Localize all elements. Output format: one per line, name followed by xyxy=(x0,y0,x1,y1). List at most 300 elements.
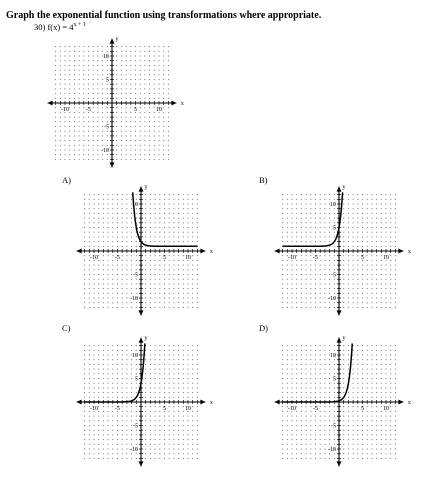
grid-dot xyxy=(150,449,151,450)
grid-dot xyxy=(376,232,377,233)
grid-dot xyxy=(310,274,311,275)
grid-dot xyxy=(320,298,321,299)
grid-dot xyxy=(362,274,363,275)
grid-dot xyxy=(159,208,160,209)
grid-dot xyxy=(102,79,103,80)
grid-dot xyxy=(386,227,387,228)
grid-dot xyxy=(192,288,193,289)
grid-dot xyxy=(386,204,387,205)
grid-dot xyxy=(376,274,377,275)
grid-dot xyxy=(188,269,189,270)
x-tick-label-5: 5 xyxy=(163,255,166,261)
grid-dot xyxy=(84,364,85,365)
grid-dot xyxy=(108,199,109,200)
grid-dot xyxy=(310,204,311,205)
grid-dot xyxy=(164,208,165,209)
grid-dot xyxy=(74,60,75,61)
grid-dot xyxy=(74,131,75,132)
grid-dot xyxy=(334,194,335,195)
grid-dot xyxy=(197,213,198,214)
grid-dot xyxy=(188,199,189,200)
grid-dot xyxy=(306,430,307,431)
grid-dot xyxy=(296,416,297,417)
grid-dot xyxy=(390,397,391,398)
grid-dot xyxy=(353,453,354,454)
grid-dot xyxy=(197,241,198,242)
grid-dot xyxy=(301,434,302,435)
grid-dot xyxy=(381,241,382,242)
grid-dot xyxy=(381,458,382,459)
grid-dot xyxy=(112,241,113,242)
grid-dot xyxy=(131,208,132,209)
grid-dot xyxy=(353,458,354,459)
grid-dot xyxy=(169,255,170,256)
grid-dot xyxy=(301,222,302,223)
grid-dot xyxy=(94,236,95,237)
grid-dot xyxy=(282,279,283,280)
grid-dot xyxy=(292,232,293,233)
grid-dot xyxy=(150,260,151,261)
choice-d-graph[interactable] xyxy=(274,335,411,467)
grid-dot xyxy=(145,373,146,374)
choice-a-graph[interactable] xyxy=(76,184,213,316)
grid-dot xyxy=(159,355,160,356)
grid-dot xyxy=(343,364,344,365)
function-curve xyxy=(133,192,198,246)
grid-dot xyxy=(60,98,61,99)
grid-dot xyxy=(353,208,354,209)
grid-dot xyxy=(324,350,325,351)
grid-dot xyxy=(371,307,372,308)
grid-dot xyxy=(386,449,387,450)
grid-dot xyxy=(97,56,98,57)
grid-dot xyxy=(183,265,184,266)
grid-dot xyxy=(173,453,174,454)
grid-dot xyxy=(376,283,377,284)
grid-dot xyxy=(292,345,293,346)
grid-dot xyxy=(376,255,377,256)
grid-dot xyxy=(287,458,288,459)
grid-dot xyxy=(74,117,75,118)
grid-dot xyxy=(107,88,108,89)
grid-dot xyxy=(183,406,184,407)
grid-dot xyxy=(183,416,184,417)
grid-dot xyxy=(197,383,198,384)
grid-dot xyxy=(329,199,330,200)
grid-dot xyxy=(155,434,156,435)
grid-dot xyxy=(164,265,165,266)
grid-dot xyxy=(168,74,169,75)
grid-dot xyxy=(292,449,293,450)
grid-dot xyxy=(315,444,316,445)
grid-dot xyxy=(371,283,372,284)
grid-dot xyxy=(348,293,349,294)
grid-dot xyxy=(126,74,127,75)
grid-dot xyxy=(159,74,160,75)
grid-dot xyxy=(320,350,321,351)
grid-dot xyxy=(287,345,288,346)
grid-dot xyxy=(122,283,123,284)
grid-dot xyxy=(178,218,179,219)
grid-dot xyxy=(159,387,160,388)
grid-dot xyxy=(362,425,363,426)
grid-dot xyxy=(131,279,132,280)
grid-dot xyxy=(145,430,146,431)
grid-dot xyxy=(159,222,160,223)
grid-dot xyxy=(301,265,302,266)
grid-dot xyxy=(310,222,311,223)
grid-dot xyxy=(79,140,80,141)
choice-c-graph[interactable] xyxy=(76,335,213,467)
grid-dot xyxy=(296,222,297,223)
grid-dot xyxy=(79,93,80,94)
grid-dot xyxy=(55,79,56,80)
grid-dot xyxy=(65,98,66,99)
grid-dot xyxy=(144,145,145,146)
grid-dot xyxy=(173,434,174,435)
grid-dot xyxy=(93,112,94,113)
grid-dot xyxy=(131,373,132,374)
grid-dot xyxy=(188,416,189,417)
grid-dot xyxy=(112,359,113,360)
grid-dot xyxy=(296,208,297,209)
grid-dot xyxy=(334,430,335,431)
grid-dot xyxy=(150,453,151,454)
x-tick-label-10: 10 xyxy=(156,107,162,113)
grid-dot xyxy=(343,232,344,233)
grid-dot xyxy=(103,218,104,219)
grid-dot xyxy=(173,213,174,214)
grid-dot xyxy=(79,150,80,151)
grid-dot xyxy=(306,425,307,426)
grid-dot xyxy=(197,255,198,256)
y-axis-arrow-down xyxy=(139,461,144,466)
grid-dot xyxy=(301,458,302,459)
grid-dot xyxy=(367,359,368,360)
grid-dot xyxy=(126,79,127,80)
grid-dot xyxy=(292,383,293,384)
grid-dot xyxy=(108,283,109,284)
grid-dot xyxy=(173,255,174,256)
grid-dot xyxy=(107,70,108,71)
grid-dot xyxy=(334,208,335,209)
grid-dot xyxy=(357,434,358,435)
grid-dot xyxy=(376,383,377,384)
grid-dot xyxy=(310,411,311,412)
grid-dot xyxy=(97,140,98,141)
grid-dot xyxy=(135,51,136,52)
grid-dot xyxy=(168,56,169,57)
grid-dot xyxy=(371,383,372,384)
grid-dot xyxy=(376,265,377,266)
grid-dot xyxy=(169,364,170,365)
grid-dot xyxy=(390,260,391,261)
grid-dot xyxy=(188,453,189,454)
grid-dot xyxy=(287,222,288,223)
grid-dot xyxy=(94,288,95,289)
grid-dot xyxy=(163,140,164,141)
grid-dot xyxy=(117,194,118,195)
grid-dot xyxy=(159,117,160,118)
grid-dot xyxy=(315,222,316,223)
grid-dot xyxy=(168,88,169,89)
grid-dot xyxy=(282,420,283,421)
grid-dot xyxy=(149,140,150,141)
x-axis-arrow-right xyxy=(171,101,176,106)
grid-dot xyxy=(89,241,90,242)
grid-dot xyxy=(381,406,382,407)
grid-dot xyxy=(357,439,358,440)
grid-dot xyxy=(306,345,307,346)
grid-dot xyxy=(112,302,113,303)
grid-dot xyxy=(287,232,288,233)
grid-dot xyxy=(159,439,160,440)
grid-dot xyxy=(164,236,165,237)
grid-dot xyxy=(159,46,160,47)
grid-dot xyxy=(93,121,94,122)
grid-dot xyxy=(343,430,344,431)
grid-dot xyxy=(183,298,184,299)
grid-dot xyxy=(130,154,131,155)
grid-dot xyxy=(102,112,103,113)
grid-dot xyxy=(197,293,198,294)
grid-dot xyxy=(103,383,104,384)
grid-dot xyxy=(173,416,174,417)
grid-dot xyxy=(112,420,113,421)
grid-dot xyxy=(107,46,108,47)
grid-dot xyxy=(282,199,283,200)
grid-dot xyxy=(287,302,288,303)
grid-dot xyxy=(315,350,316,351)
grid-dot xyxy=(117,265,118,266)
grid-dot xyxy=(390,416,391,417)
grid-dot xyxy=(178,269,179,270)
x-tick-label-neg5: -5 xyxy=(313,406,318,412)
grid-dot xyxy=(324,260,325,261)
x-tick-label-neg10: -10 xyxy=(90,255,98,261)
grid-dot xyxy=(150,218,151,219)
grid-dot xyxy=(362,218,363,219)
grid-dot xyxy=(310,227,311,228)
grid-dot xyxy=(150,359,151,360)
grid-dot xyxy=(386,392,387,393)
grid-dot xyxy=(164,293,165,294)
grid-dot xyxy=(188,387,189,388)
grid-dot xyxy=(126,364,127,365)
grid-dot xyxy=(83,150,84,151)
grid-dot xyxy=(150,369,151,370)
grid-dot xyxy=(197,449,198,450)
grid-dot xyxy=(159,135,160,136)
grid-dot xyxy=(353,416,354,417)
grid-dot xyxy=(140,60,141,61)
grid-dot xyxy=(292,458,293,459)
grid-dot xyxy=(287,307,288,308)
grid-dot xyxy=(282,449,283,450)
grid-dot xyxy=(395,378,396,379)
grid-dot xyxy=(102,117,103,118)
grid-dot xyxy=(320,383,321,384)
grid-dot xyxy=(168,112,169,113)
grid-dot xyxy=(145,241,146,242)
grid-dot xyxy=(282,194,283,195)
y-axis-arrow-down xyxy=(337,461,342,466)
grid-dot xyxy=(140,126,141,127)
grid-dot xyxy=(84,378,85,379)
choice-b-graph[interactable] xyxy=(274,184,411,316)
grid-dot xyxy=(362,373,363,374)
grid-dot xyxy=(84,302,85,303)
grid-dot xyxy=(324,213,325,214)
grid-dot xyxy=(117,364,118,365)
grid-dot xyxy=(103,444,104,445)
grid-dot xyxy=(169,350,170,351)
grid-dot xyxy=(381,260,382,261)
grid-dot xyxy=(343,416,344,417)
grid-dot xyxy=(145,420,146,421)
grid-dot xyxy=(306,274,307,275)
grid-dot xyxy=(155,373,156,374)
grid-dot xyxy=(371,420,372,421)
grid-dot xyxy=(188,350,189,351)
grid-dot xyxy=(367,425,368,426)
grid-dot xyxy=(69,140,70,141)
grid-dot xyxy=(287,236,288,237)
grid-dot xyxy=(107,93,108,94)
grid-dot xyxy=(145,406,146,407)
grid-dot xyxy=(159,93,160,94)
grid-dot xyxy=(348,397,349,398)
grid-dot xyxy=(381,369,382,370)
grid-dot xyxy=(84,392,85,393)
grid-dot xyxy=(362,458,363,459)
grid-dot xyxy=(159,232,160,233)
grid-dot xyxy=(122,269,123,270)
grid-dot xyxy=(357,293,358,294)
grid-dot xyxy=(126,383,127,384)
grid-dot xyxy=(315,364,316,365)
grid-dot xyxy=(353,369,354,370)
grid-dot xyxy=(94,373,95,374)
grid-dot xyxy=(136,406,137,407)
grid-dot xyxy=(97,65,98,66)
grid-dot xyxy=(144,98,145,99)
y-tick-label-5: 5 xyxy=(333,376,336,383)
grid-dot xyxy=(84,218,85,219)
grid-dot xyxy=(334,439,335,440)
grid-dot xyxy=(362,364,363,365)
grid-dot xyxy=(320,355,321,356)
grid-dot xyxy=(159,79,160,80)
grid-dot xyxy=(367,227,368,228)
grid-dot xyxy=(169,265,170,266)
grid-dot xyxy=(357,232,358,233)
grid-dot xyxy=(94,227,95,228)
grid-dot xyxy=(60,65,61,66)
grid-dot xyxy=(315,227,316,228)
grid-dot xyxy=(367,204,368,205)
grid-dot xyxy=(395,255,396,256)
grid-dot xyxy=(69,84,70,85)
grid-dot xyxy=(183,359,184,360)
grid-dot xyxy=(150,269,151,270)
grid-dot xyxy=(168,126,169,127)
grid-dot xyxy=(301,288,302,289)
grid-dot xyxy=(107,135,108,136)
grid-dot xyxy=(126,204,127,205)
grid-dot xyxy=(192,265,193,266)
grid-dot xyxy=(348,222,349,223)
grid-dot xyxy=(117,416,118,417)
grid-dot xyxy=(164,397,165,398)
grid-dot xyxy=(121,60,122,61)
grid-dot xyxy=(131,241,132,242)
grid-dot xyxy=(108,387,109,388)
grid-dot xyxy=(296,345,297,346)
grid-dot xyxy=(145,458,146,459)
grid-dot xyxy=(126,65,127,66)
grid-dot xyxy=(192,204,193,205)
grid-dot xyxy=(94,293,95,294)
grid-dot xyxy=(395,283,396,284)
grid-dot xyxy=(197,453,198,454)
grid-dot xyxy=(381,246,382,247)
grid-dot xyxy=(112,392,113,393)
grid-dot xyxy=(296,387,297,388)
grid-dot xyxy=(353,434,354,435)
grid-dot xyxy=(126,397,127,398)
grid-dot xyxy=(131,406,132,407)
grid-dot xyxy=(79,88,80,89)
grid-dot xyxy=(155,213,156,214)
grid-dot xyxy=(55,150,56,151)
grid-dot xyxy=(74,98,75,99)
grid-dot xyxy=(362,279,363,280)
grid-dot xyxy=(117,453,118,454)
grid-dot xyxy=(386,194,387,195)
grid-dot xyxy=(150,283,151,284)
grid-dot xyxy=(310,298,311,299)
grid-dot xyxy=(159,444,160,445)
grid-dot xyxy=(94,213,95,214)
grid-dot xyxy=(79,74,80,75)
grid-dot xyxy=(353,439,354,440)
grid-dot xyxy=(164,302,165,303)
grid-dot xyxy=(310,283,311,284)
grid-dot xyxy=(353,411,354,412)
grid-dot xyxy=(301,260,302,261)
grid-dot xyxy=(192,293,193,294)
grid-dot xyxy=(197,439,198,440)
grid-dot xyxy=(98,458,99,459)
grid-dot xyxy=(301,439,302,440)
x-axis-arrow-left xyxy=(77,249,82,254)
grid-dot xyxy=(65,117,66,118)
grid-dot xyxy=(296,232,297,233)
grid-dot xyxy=(320,293,321,294)
grid-dot xyxy=(103,283,104,284)
grid-dot xyxy=(362,453,363,454)
grid-dot xyxy=(112,378,113,379)
grid-dot xyxy=(324,392,325,393)
grid-dot xyxy=(324,269,325,270)
grid-dot xyxy=(192,241,193,242)
grid-dot xyxy=(103,430,104,431)
grid-dot xyxy=(131,260,132,261)
grid-dot xyxy=(150,355,151,356)
grid-dot xyxy=(381,383,382,384)
grid-dot xyxy=(324,359,325,360)
